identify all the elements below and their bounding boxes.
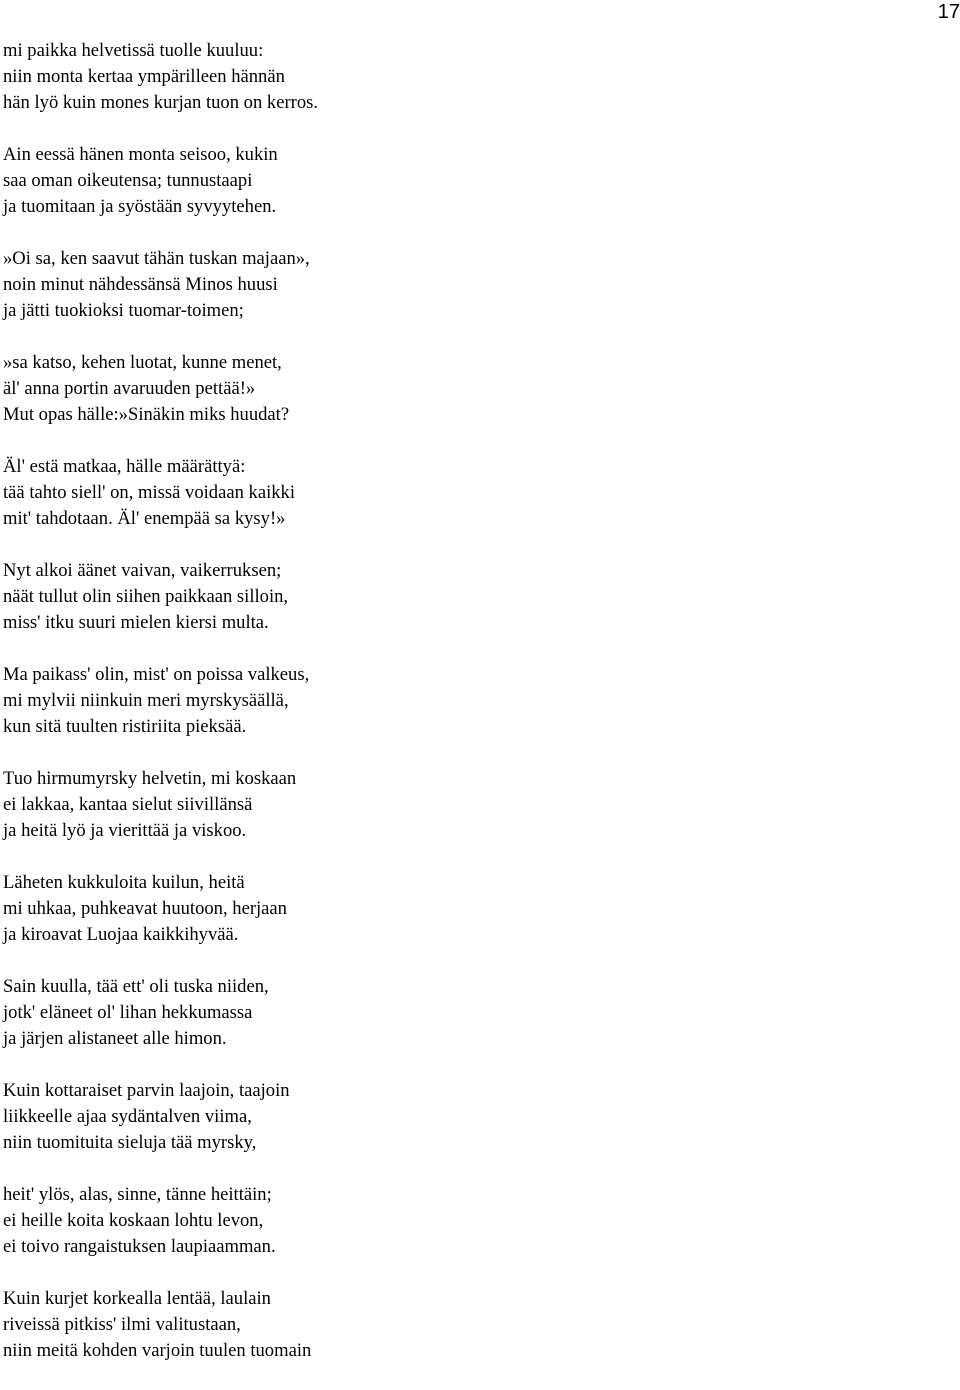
poem-line: Ma paikass' olin, mist' on poissa valkeus, [3,664,310,685]
poem-line: Äl' estä matkaa, hälle määrättyä: [3,456,246,477]
poem-line: ei heille koita koskaan lohtu levon, [3,1210,264,1231]
poem-line: ei toivo rangaistuksen laupiaamman. [3,1236,276,1257]
poem-text [3,38,943,1390]
stanza [3,766,943,844]
poem-line: mi mylvii niinkuin meri myrskysäällä, [3,690,289,711]
poem-line: Sain kuulla, tää ett' oli tuska niiden, [3,976,269,997]
poem-line: tää tahto siell' on, missä voidaan kaikki [3,482,296,503]
poem-line: ja tuomitaan ja syöstään syvyytehen. [3,196,277,217]
poem-line: äl' anna portin avaruuden pettää!» [3,378,256,399]
stanza [3,38,943,116]
stanza [3,870,943,948]
stanza [3,454,943,532]
poem-line: riveissä pitkiss' ilmi valitustaan, [3,1314,241,1335]
poem-line: ja heitä lyö ja vierittää ja viskoo. [3,820,247,841]
stanza [3,1182,943,1260]
poem-line: niin monta kertaa ympärilleen hännän [3,66,285,87]
poem-line: ja jätti tuokioksi tuomar-toimen; [3,300,244,321]
poem-line: niin meitä kohden varjoin tuulen tuomain [3,1340,312,1361]
poem-line: Ain eessä hänen monta seisoo, kukin [3,144,278,165]
stanza [3,142,943,220]
stanza [3,1286,943,1364]
poem-line: näät tullut olin siihen paikkaan silloin, [3,586,289,607]
poem-line: jotk' eläneet ol' lihan hekkumassa [3,1002,253,1023]
stanza [3,558,943,636]
stanza [3,246,943,324]
poem-line: liikkeelle ajaa sydäntalven viima, [3,1106,252,1127]
poem-line: Läheten kukkuloita kuilun, heitä [3,872,245,893]
page-number: 17 [937,1,960,23]
poem-line: hän lyö kuin mones kurjan tuon on kerros. [3,92,319,113]
poem-line: Mut opas hälle:»Sinäkin miks huudat? [3,404,290,425]
poem-line: mit' tahdotaan. Äl' enempää sa kysy!» [3,508,286,529]
poem-line: Kuin kottaraiset parvin laajoin, taajoin [3,1080,290,1101]
poem-line: kun sitä tuulten ristiriita pieksää. [3,716,247,737]
poem-line: ja järjen alistaneet alle himon. [3,1028,227,1049]
poem-line: miss' itku suuri mielen kiersi multa. [3,612,269,633]
poem-line: ja kiroavat Luojaa kaikkihyvää. [3,924,239,945]
stanza [3,662,943,740]
stanza [3,1078,943,1156]
poem-line: noin minut nähdessänsä Minos huusi [3,274,278,295]
poem-line: mi paikka helvetissä tuolle kuuluu: [3,40,264,61]
stanza [3,350,943,428]
poem-line: mi uhkaa, puhkeavat huutoon, herjaan [3,898,287,919]
poem-line: heit' ylös, alas, sinne, tänne heittäin; [3,1184,272,1205]
poem-line: Kuin kurjet korkealla lentää, laulain [3,1288,271,1309]
poem-line: niin tuomituita sieluja tää myrsky, [3,1132,257,1153]
poem-line: »sa katso, kehen luotat, kunne menet, [3,352,282,373]
poem-line: Tuo hirmumyrsky helvetin, mi koskaan [3,768,297,789]
poem-line: ei lakkaa, kantaa sielut siivillänsä [3,794,253,815]
stanza [3,974,943,1052]
poem-line: saa oman oikeutensa; tunnustaapi [3,170,253,191]
poem-line: Nyt alkoi äänet vaivan, vaikerruksen; [3,560,282,581]
poem-line: »Oi sa, ken saavut tähän tuskan majaan», [3,248,310,269]
